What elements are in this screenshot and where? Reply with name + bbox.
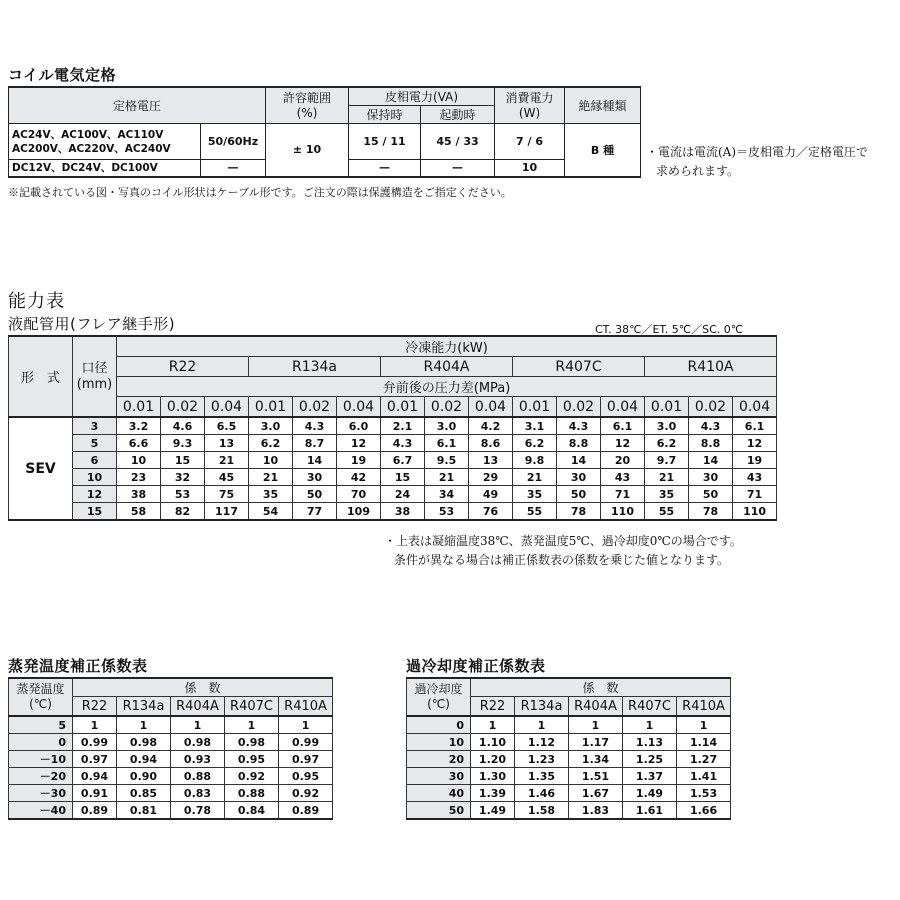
subcool-column-header: R22 <box>471 697 515 717</box>
capacity-cell: 9.5 <box>425 452 469 469</box>
table-row <box>9 417 777 435</box>
capacity-cell: 58 <box>117 503 161 521</box>
header-rated-voltage: 定格電圧 <box>9 87 266 124</box>
evap-row-label: －40 <box>9 802 73 820</box>
capacity-cell: 78 <box>557 503 601 521</box>
subcool-coef-cell: 1.37 <box>623 768 677 785</box>
table-row <box>407 751 731 768</box>
capacity-cell: 109 <box>337 503 381 521</box>
subcool-coef-cell: 1.30 <box>471 768 515 785</box>
subcool-coef-header: 係 数 <box>471 678 731 697</box>
subcool-row-label: 40 <box>407 785 471 802</box>
subcool-coef-cell: 1.46 <box>515 785 569 802</box>
evap-coef-cell: 0.97 <box>279 751 333 768</box>
capacity-cell: 43 <box>733 469 777 486</box>
evap-coef-cell: 0.98 <box>117 734 171 751</box>
subcool-coef-cell: 1 <box>677 716 731 734</box>
bore-cell: 15 <box>73 503 117 521</box>
subcool-coef-cell: 1.58 <box>515 802 569 820</box>
capacity-cell: 14 <box>293 452 337 469</box>
capacity-cell: 21 <box>425 469 469 486</box>
capacity-cell: 49 <box>469 486 513 503</box>
bore-cell: 6 <box>73 452 117 469</box>
ac-starting: 45 / 33 <box>421 124 495 160</box>
evap-column-header: R404A <box>171 697 225 717</box>
subcool-coef-cell: 1.53 <box>677 785 731 802</box>
capacity-cell: 15 <box>161 452 205 469</box>
table-row <box>9 768 333 785</box>
table-row <box>9 486 777 503</box>
table-row <box>407 785 731 802</box>
pressure-header: 0.04 <box>601 397 645 418</box>
subcool-coef-cell: 1.41 <box>677 768 731 785</box>
capacity-cell: 4.6 <box>161 417 205 435</box>
evap-coef-cell: 0.92 <box>225 768 279 785</box>
capacity-cell: 30 <box>557 469 601 486</box>
table-row <box>9 716 333 734</box>
dc-holding: — <box>349 160 421 177</box>
capacity-cell: 30 <box>293 469 337 486</box>
subcool-correction-table <box>406 677 731 820</box>
capacity-cell: 110 <box>601 503 645 521</box>
subcool-row-label: 0 <box>407 716 471 734</box>
pressure-header: 0.04 <box>733 397 777 418</box>
subcool-coef-cell: 1.23 <box>515 751 569 768</box>
capacity-cell: 117 <box>205 503 249 521</box>
evap-coef-cell: 0.95 <box>279 768 333 785</box>
bore-cell: 3 <box>73 417 117 435</box>
subcool-column-header: R410A <box>677 697 731 717</box>
table-row <box>407 734 731 751</box>
capacity-cell: 6.2 <box>645 435 689 452</box>
table-row <box>9 469 777 486</box>
capacity-cell: 3.2 <box>117 417 161 435</box>
subcool-coef-cell: 1 <box>569 716 623 734</box>
bore-cell: 5 <box>73 435 117 452</box>
subcool-coef-cell: 1.20 <box>471 751 515 768</box>
header-holding: 保持時 <box>349 106 421 124</box>
subcool-row-label: 50 <box>407 802 471 820</box>
evap-row-label: 0 <box>9 734 73 751</box>
subcool-coef-cell: 1.66 <box>677 802 731 820</box>
evap-coef-cell: 0.85 <box>117 785 171 802</box>
subcool-coef-cell: 1.12 <box>515 734 569 751</box>
capacity-cell: 55 <box>645 503 689 521</box>
header-tolerance: 許容範囲 (%) <box>266 87 349 124</box>
capacity-cell: 3.0 <box>645 417 689 435</box>
bore-cell: 10 <box>73 469 117 486</box>
capacity-cell: 6.1 <box>425 435 469 452</box>
capacity-cell: 13 <box>205 435 249 452</box>
capacity-cell: 8.7 <box>293 435 337 452</box>
dc-starting: — <box>421 160 495 177</box>
header-apparent-power: 皮相電力(VA) <box>349 87 495 106</box>
table-row <box>9 751 333 768</box>
capacity-cell: 13 <box>469 452 513 469</box>
capacity-cell: 6.2 <box>513 435 557 452</box>
capacity-cell: 24 <box>381 486 425 503</box>
subcool-coef-cell: 1.25 <box>623 751 677 768</box>
capacity-cell: 43 <box>601 469 645 486</box>
capacity-cell: 3.0 <box>249 417 293 435</box>
capacity-cell: 42 <box>337 469 381 486</box>
capacity-cell: 78 <box>689 503 733 521</box>
evap-coef-cell: 0.91 <box>73 785 117 802</box>
capacity-title: 能力表 <box>8 291 65 312</box>
pressure-header: 0.01 <box>117 397 161 418</box>
subcool-coef-cell: 1.51 <box>569 768 623 785</box>
pressure-header: 0.02 <box>557 397 601 418</box>
subcool-coef-cell: 1.49 <box>623 785 677 802</box>
capacity-cell: 35 <box>513 486 557 503</box>
subcool-row-label: 30 <box>407 768 471 785</box>
capacity-cell: 6.2 <box>249 435 293 452</box>
evap-coef-cell: 0.94 <box>73 768 117 785</box>
coil-rating-title: コイル電気定格 <box>8 66 117 84</box>
capacity-cell: 50 <box>557 486 601 503</box>
subcool-coef-cell: 1.83 <box>569 802 623 820</box>
capacity-table <box>8 335 777 521</box>
capacity-cell: 3.0 <box>425 417 469 435</box>
header-capacity: 冷凍能力(kW) <box>117 336 777 357</box>
capacity-cell: 30 <box>689 469 733 486</box>
evap-coef-cell: 0.97 <box>73 751 117 768</box>
evap-coef-cell: 0.88 <box>171 768 225 785</box>
subcool-title: 過冷却度補正係数表 <box>406 657 546 675</box>
capacity-cell: 20 <box>601 452 645 469</box>
table-row <box>9 452 777 469</box>
evap-coef-cell: 1 <box>117 716 171 734</box>
header-power-consumption: 消費電力 (W) <box>495 87 565 124</box>
capacity-cell: 53 <box>161 486 205 503</box>
capacity-cell: 4.3 <box>689 417 733 435</box>
subcool-coef-cell: 1.17 <box>569 734 623 751</box>
capacity-cell: 110 <box>733 503 777 521</box>
capacity-cell: 23 <box>117 469 161 486</box>
capacity-cell: 9.7 <box>645 452 689 469</box>
refrigerant-header: R404A <box>381 357 513 377</box>
capacity-note <box>384 532 784 570</box>
model-name: SEV <box>9 417 73 520</box>
coil-side-note-line2: 求められます。 <box>656 164 740 178</box>
capacity-cell: 6.6 <box>117 435 161 452</box>
ac-voltage-line1: AC24V、AC100V、AC110V <box>12 128 164 141</box>
capacity-cell: 45 <box>205 469 249 486</box>
capacity-conditions: CT. 38℃／ET. 5℃／SC. 0℃ <box>595 323 744 336</box>
capacity-cell: 21 <box>249 469 293 486</box>
table-row <box>407 768 731 785</box>
capacity-cell: 8.6 <box>469 435 513 452</box>
evap-coef-cell: 0.93 <box>171 751 225 768</box>
capacity-cell: 4.2 <box>469 417 513 435</box>
capacity-cell: 76 <box>469 503 513 521</box>
evap-coef-cell: 1 <box>279 716 333 734</box>
evap-coef-cell: 0.89 <box>73 802 117 820</box>
table-row <box>9 785 333 802</box>
capacity-cell: 19 <box>733 452 777 469</box>
header-bore: 口径 (mm) <box>73 336 117 417</box>
refrigerant-header: R134a <box>249 357 381 377</box>
pressure-header: 0.02 <box>425 397 469 418</box>
capacity-cell: 21 <box>205 452 249 469</box>
pressure-header: 0.04 <box>337 397 381 418</box>
subcool-coef-cell: 1.27 <box>677 751 731 768</box>
capacity-cell: 4.3 <box>381 435 425 452</box>
capacity-cell: 53 <box>425 503 469 521</box>
capacity-note-line2: 条件が異なる場合は補正係数表の係数を乗じた値となります。 <box>394 553 730 567</box>
subcool-column-header: R404A <box>569 697 623 717</box>
subcool-row-label: 10 <box>407 734 471 751</box>
pressure-header: 0.02 <box>161 397 205 418</box>
subcool-coef-cell: 1 <box>471 716 515 734</box>
evap-column-header: R134a <box>117 697 171 717</box>
capacity-cell: 35 <box>645 486 689 503</box>
subcool-coef-cell: 1.61 <box>623 802 677 820</box>
evap-coef-cell: 0.98 <box>225 734 279 751</box>
capacity-cell: 12 <box>601 435 645 452</box>
evap-coef-cell: 1 <box>225 716 279 734</box>
capacity-cell: 15 <box>381 469 425 486</box>
evap-correction-table <box>8 677 333 820</box>
capacity-cell: 50 <box>293 486 337 503</box>
dc-voltage: DC12V、DC24V、DC100V <box>9 160 201 177</box>
capacity-cell: 8.8 <box>557 435 601 452</box>
coil-footnote: ※記載されている図・写真のコイル形状はケーブル形です。ご注文の際は保護構造をご指定ください。 <box>8 186 512 199</box>
capacity-subtitle: 液配管用(フレア継手形) <box>8 315 176 333</box>
capacity-cell: 12 <box>733 435 777 452</box>
dc-frequency: — <box>201 160 266 177</box>
coil-rating-table <box>8 86 641 178</box>
refrigerant-header: R407C <box>513 357 645 377</box>
capacity-cell: 4.3 <box>293 417 337 435</box>
evap-coef-cell: 0.92 <box>279 785 333 802</box>
capacity-cell: 29 <box>469 469 513 486</box>
capacity-cell: 12 <box>337 435 381 452</box>
evap-coef-cell: 0.84 <box>225 802 279 820</box>
evap-column-header: R22 <box>73 697 117 717</box>
evap-coef-cell: 0.89 <box>279 802 333 820</box>
capacity-cell: 8.8 <box>689 435 733 452</box>
capacity-cell: 4.3 <box>557 417 601 435</box>
subcool-corner-header: 過冷却度 (℃) <box>407 678 471 716</box>
dc-power: 10 <box>495 160 565 177</box>
header-starting: 起動時 <box>421 106 495 124</box>
evap-coef-cell: 0.78 <box>171 802 225 820</box>
evap-coef-cell: 0.88 <box>225 785 279 802</box>
evap-coef-cell: 0.90 <box>117 768 171 785</box>
subcool-row-label: 20 <box>407 751 471 768</box>
subcool-coef-cell: 1.10 <box>471 734 515 751</box>
ac-voltage-line2: AC200V、AC220V、AC240V <box>12 142 171 155</box>
evap-column-header: R407C <box>225 697 279 717</box>
capacity-cell: 32 <box>161 469 205 486</box>
capacity-cell: 35 <box>249 486 293 503</box>
capacity-note-line1: ・上表は凝縮温度38℃、蒸発温度5℃、過冷却度0℃の場合です。 <box>384 534 742 548</box>
capacity-cell: 14 <box>557 452 601 469</box>
evap-coef-cell: 0.83 <box>171 785 225 802</box>
capacity-cell: 34 <box>425 486 469 503</box>
coil-side-note-line1: ・電流は電流(A)＝皮相電力／定格電圧で <box>646 145 869 159</box>
pressure-header: 0.02 <box>293 397 337 418</box>
coil-side-note <box>646 143 900 181</box>
capacity-cell: 75 <box>205 486 249 503</box>
capacity-cell: 55 <box>513 503 557 521</box>
capacity-cell: 21 <box>645 469 689 486</box>
evap-row-label: －20 <box>9 768 73 785</box>
capacity-cell: 6.1 <box>601 417 645 435</box>
pressure-header: 0.02 <box>689 397 733 418</box>
capacity-cell: 21 <box>513 469 557 486</box>
evap-coef-cell: 0.99 <box>279 734 333 751</box>
capacity-cell: 6.0 <box>337 417 381 435</box>
evap-coef-cell: 0.99 <box>73 734 117 751</box>
table-row <box>9 435 777 452</box>
capacity-cell: 82 <box>161 503 205 521</box>
capacity-cell: 19 <box>337 452 381 469</box>
capacity-cell: 9.8 <box>513 452 557 469</box>
capacity-cell: 77 <box>293 503 337 521</box>
table-row <box>9 734 333 751</box>
tolerance-value: ± 10 <box>266 124 349 177</box>
subcool-column-header: R407C <box>623 697 677 717</box>
evap-coef-cell: 1 <box>171 716 225 734</box>
evap-coef-cell: 0.95 <box>225 751 279 768</box>
capacity-cell: 38 <box>381 503 425 521</box>
table-row <box>407 802 731 820</box>
capacity-cell: 14 <box>689 452 733 469</box>
capacity-cell: 70 <box>337 486 381 503</box>
table-row <box>407 716 731 734</box>
evap-coef-cell: 0.94 <box>117 751 171 768</box>
subcool-coef-cell: 1 <box>515 716 569 734</box>
table-row <box>9 503 777 521</box>
pressure-header: 0.01 <box>381 397 425 418</box>
refrigerant-header: R22 <box>117 357 249 377</box>
header-type: 形 式 <box>9 336 73 417</box>
pressure-header: 0.01 <box>645 397 689 418</box>
ac-power: 7 / 6 <box>495 124 565 160</box>
evap-title: 蒸発温度補正係数表 <box>8 657 148 675</box>
capacity-cell: 6.1 <box>733 417 777 435</box>
refrigerant-header: R410A <box>645 357 777 377</box>
capacity-cell: 71 <box>733 486 777 503</box>
pressure-header: 0.01 <box>513 397 557 418</box>
capacity-cell: 10 <box>249 452 293 469</box>
capacity-cell: 6.7 <box>381 452 425 469</box>
evap-coef-cell: 0.81 <box>117 802 171 820</box>
capacity-cell: 54 <box>249 503 293 521</box>
table-row <box>9 802 333 820</box>
evap-row-label: 5 <box>9 716 73 734</box>
evap-coef-cell: 1 <box>73 716 117 734</box>
capacity-cell: 38 <box>117 486 161 503</box>
subcool-column-header: R134a <box>515 697 569 717</box>
ac-voltage-cell <box>9 124 201 160</box>
subcool-coef-cell: 1 <box>623 716 677 734</box>
header-pressure: 弁前後の圧力差(MPa) <box>117 377 777 397</box>
evap-row-label: －10 <box>9 751 73 768</box>
capacity-cell: 9.3 <box>161 435 205 452</box>
capacity-cell: 6.5 <box>205 417 249 435</box>
subcool-coef-cell: 1.35 <box>515 768 569 785</box>
capacity-cell: 3.1 <box>513 417 557 435</box>
capacity-cell: 10 <box>117 452 161 469</box>
insulation-value: B 種 <box>565 124 641 177</box>
evap-coef-header: 係 数 <box>73 678 333 697</box>
subcool-coef-cell: 1.39 <box>471 785 515 802</box>
subcool-coef-cell: 1.34 <box>569 751 623 768</box>
pressure-header: 0.04 <box>205 397 249 418</box>
capacity-cell: 50 <box>689 486 733 503</box>
subcool-coef-cell: 1.14 <box>677 734 731 751</box>
pressure-header: 0.01 <box>249 397 293 418</box>
evap-row-label: －30 <box>9 785 73 802</box>
capacity-cell: 71 <box>601 486 645 503</box>
subcool-coef-cell: 1.13 <box>623 734 677 751</box>
subcool-coef-cell: 1.67 <box>569 785 623 802</box>
header-insulation: 絶縁種類 <box>565 87 641 124</box>
evap-column-header: R410A <box>279 697 333 717</box>
evap-coef-cell: 0.98 <box>171 734 225 751</box>
pressure-header: 0.04 <box>469 397 513 418</box>
capacity-cell: 2.1 <box>381 417 425 435</box>
evap-corner-header: 蒸発温度 (℃) <box>9 678 73 716</box>
ac-holding: 15 / 11 <box>349 124 421 160</box>
bore-cell: 12 <box>73 486 117 503</box>
subcool-coef-cell: 1.49 <box>471 802 515 820</box>
ac-frequency: 50/60Hz <box>201 124 266 160</box>
